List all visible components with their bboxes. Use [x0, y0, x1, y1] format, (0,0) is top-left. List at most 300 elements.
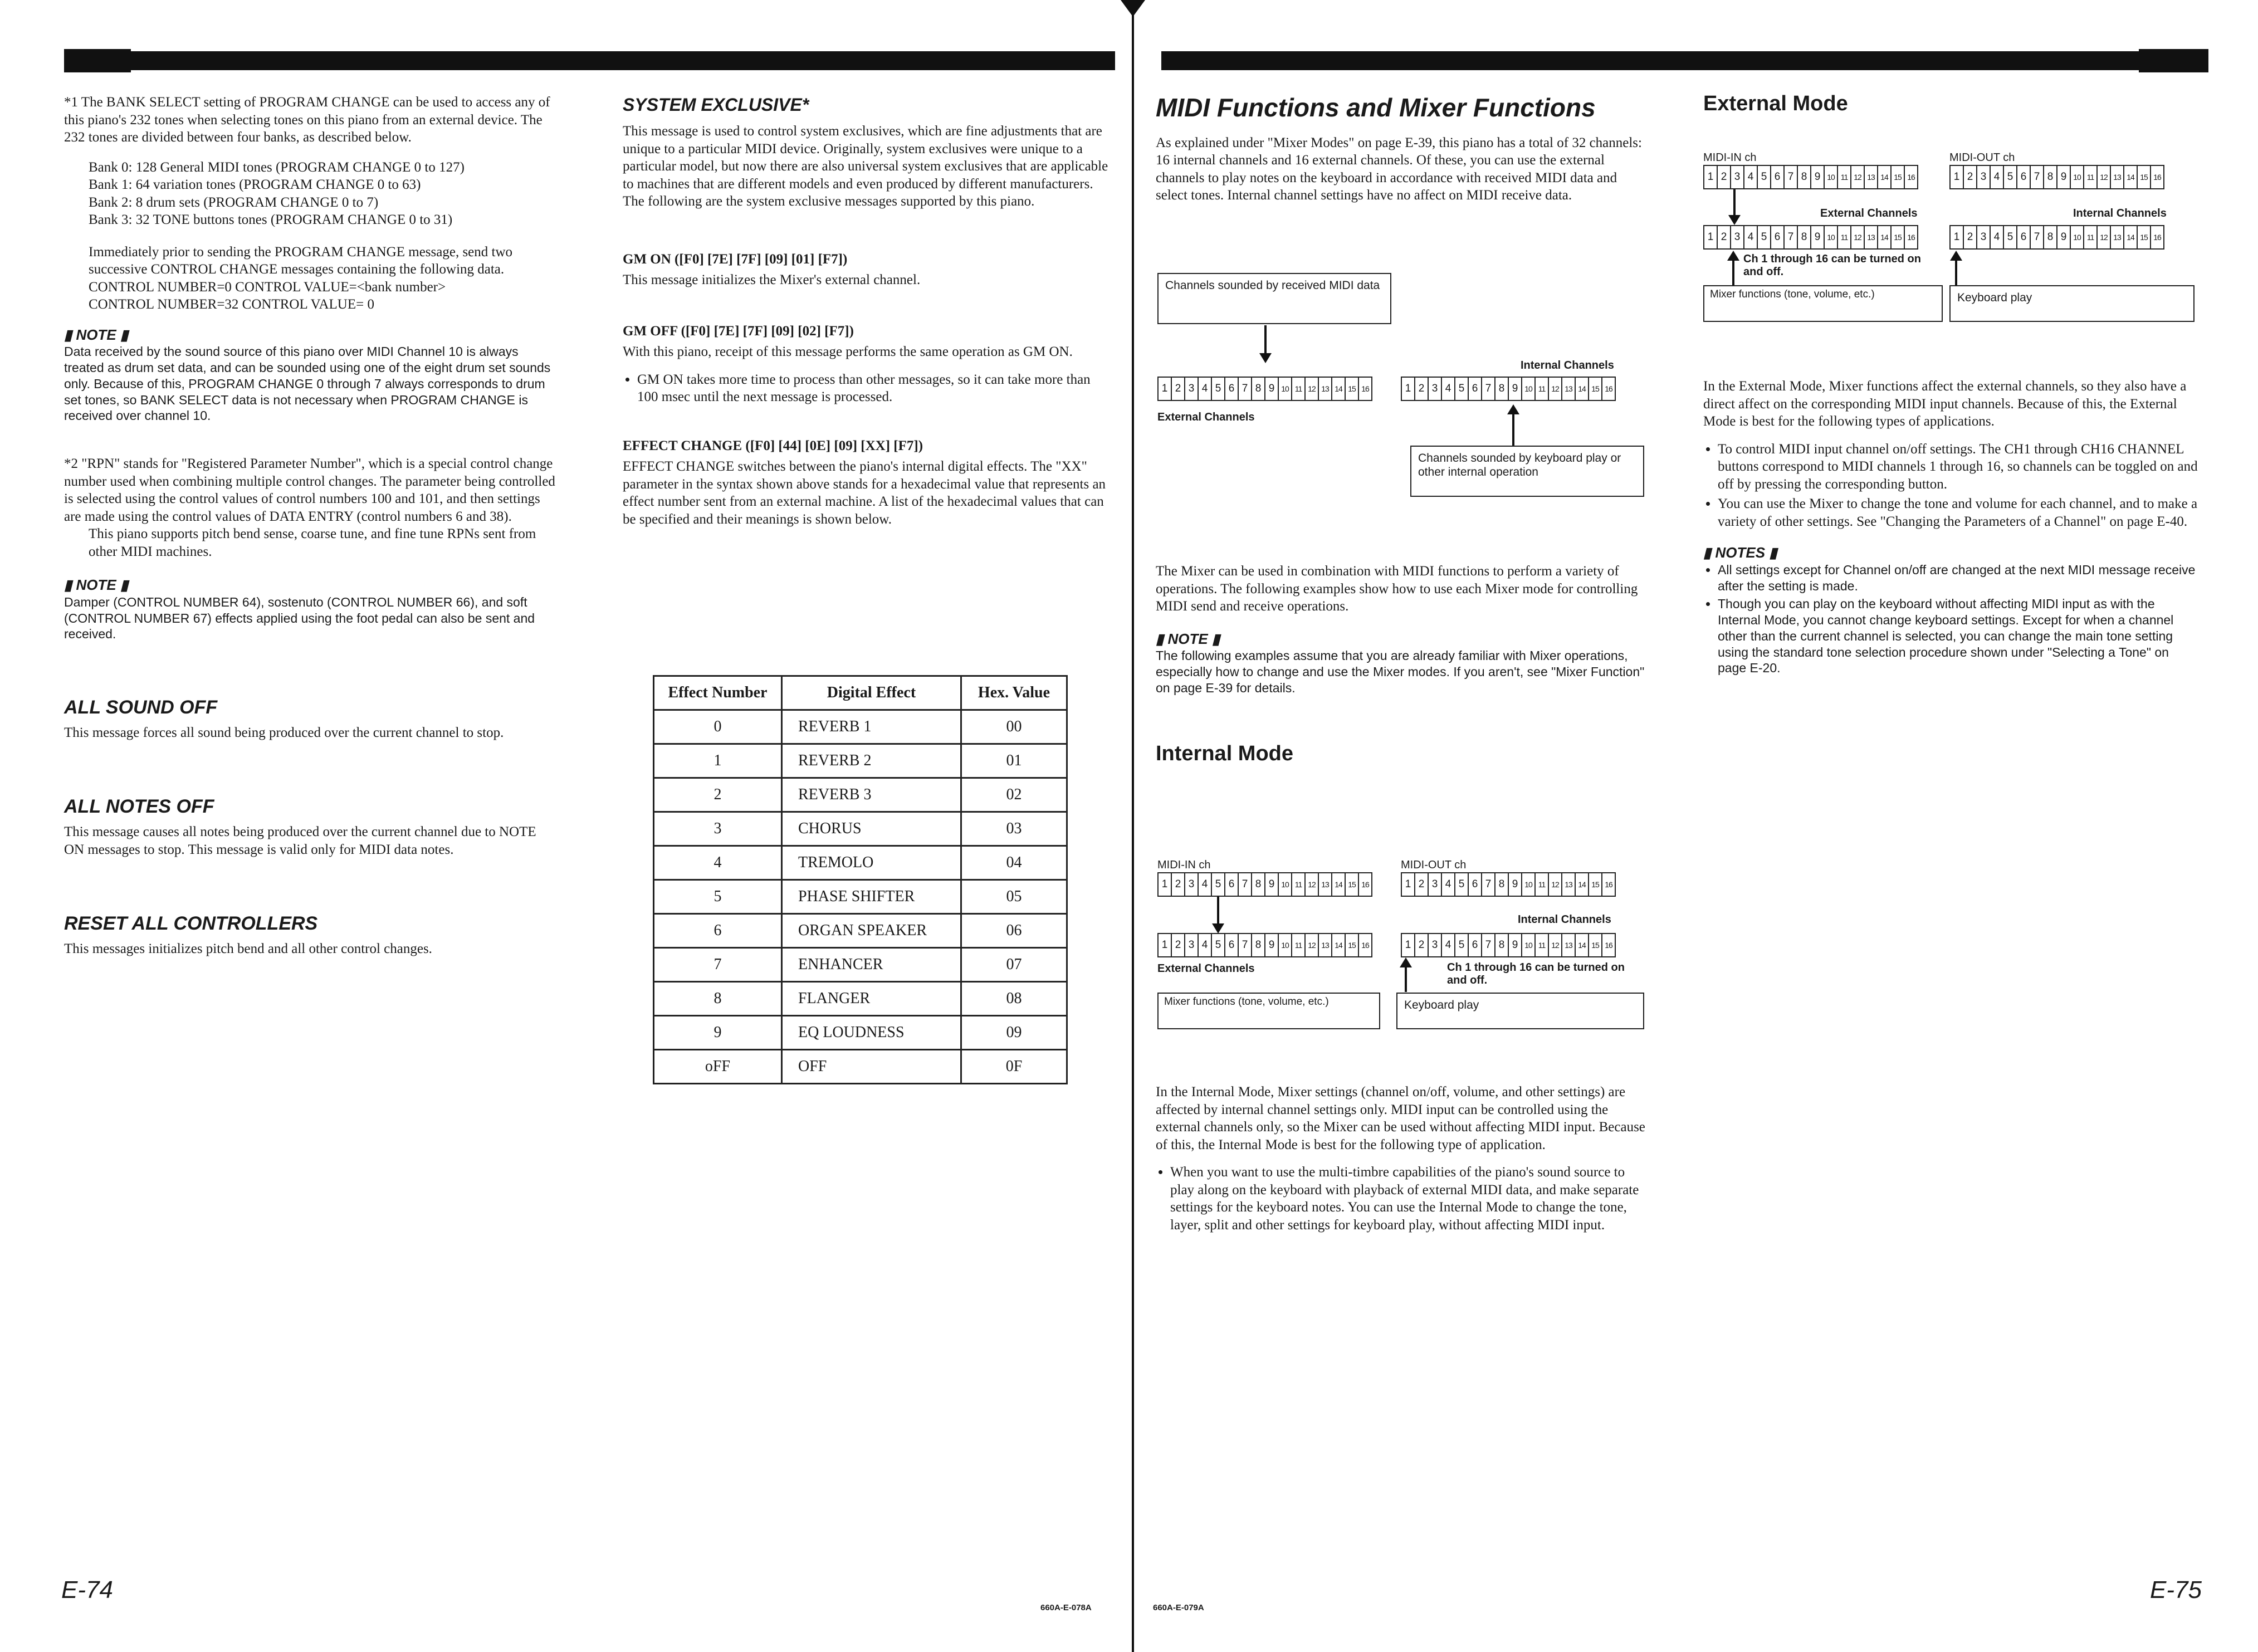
- channel-cell: 10: [1278, 933, 1292, 957]
- note-2-heading-text: NOTE: [76, 576, 116, 593]
- channel-cell: 16: [1904, 165, 1918, 189]
- channel-cell: 4: [1198, 872, 1212, 897]
- table-row: [654, 1016, 1067, 1050]
- table-header: Digital Effect: [782, 676, 961, 710]
- channel-cell: 15: [1588, 872, 1602, 897]
- table-row: [654, 982, 1067, 1016]
- channel-cell: 8: [1494, 377, 1509, 401]
- channel-cell: 11: [1534, 377, 1549, 401]
- channel-cell: 8: [2043, 165, 2057, 189]
- channel-cell: 7: [1481, 933, 1495, 957]
- digital-effect-cell: ENHANCER: [782, 948, 961, 982]
- channel-cell: 15: [2137, 165, 2151, 189]
- int-keyboard-box: Keyboard play: [1396, 993, 1644, 1029]
- intro-text: As explained under "Mixer Modes" on page E-39, this piano has a total of 32 channels: 16 internal channels and 16 external channels. Of these, you can use the external channels to play notes on the keyboard in accordance with received MIDI data and select tones. Internal channel settings have no affect on MIDI receive data.: [1156, 135, 1642, 203]
- gm-off-bullets: [623, 371, 1113, 406]
- channel-cell: 2: [1171, 933, 1185, 957]
- channel-cell: 3: [1184, 933, 1199, 957]
- hex-value-cell: 06: [961, 914, 1067, 948]
- diag1-external-label: External Channels: [1157, 411, 1255, 423]
- footnote-2-after: This piano supports pitch bend sense, coarse tune, and fine tune RPNs sent from other MIDI machines.: [89, 526, 536, 559]
- all-sound-off-heading: ALL SOUND OFF: [64, 697, 218, 718]
- external-text: In the External Mode, Mixer functions affect the external channels, so they also have a direct affect on the corresponding MIDI input channels. Because of this, the External Mode is best for the following types of applications.: [1703, 379, 2187, 429]
- table-row: [654, 880, 1067, 914]
- diag1-keyboard-box: Channels sounded by keyboard play or other internal operation: [1410, 446, 1644, 497]
- channel-cell: 8: [2043, 225, 2057, 250]
- gm-off-text: With this piano, receipt of this message performs the same operation as GM ON.: [623, 344, 1073, 360]
- channel-cell: 13: [1561, 933, 1576, 957]
- left-col-1: [64, 94, 557, 957]
- external-bullet: • To control MIDI input channel on/off settings. The CH1 through CH16 CHANNEL buttons correspond to MIDI channels 1 through 16, so channels can be toggled on and off by pressing the corresponding button.: [1718, 441, 2200, 493]
- channel-cell: 9: [1264, 872, 1279, 897]
- channel-cell: 2: [1963, 165, 1977, 189]
- gm-off-heading: GM OFF ([F0] [7E] [7F] [09] [02] [F7]): [623, 323, 854, 339]
- table-header-row: [654, 676, 1067, 710]
- ext-midi-out-label: MIDI-OUT ch: [1949, 151, 2015, 164]
- channel-cell: 14: [1331, 872, 1346, 897]
- channel-cell: 14: [1331, 933, 1346, 957]
- bank-item: Bank 3: 32 TONE buttons tones (PROGRAM CHANGE 0 to 31): [89, 212, 453, 227]
- channel-cell: 14: [1575, 377, 1589, 401]
- channel-cell: 10: [1521, 933, 1536, 957]
- left-page-code: 660A-E-078A: [1040, 1603, 1092, 1612]
- table-header: Hex. Value: [961, 676, 1067, 710]
- notes-heading: ▮ NOTES ▮: [1703, 544, 1777, 561]
- diag1-up-arrow-icon: [1512, 413, 1514, 446]
- hex-value-cell: 00: [961, 710, 1067, 744]
- channel-cell: 13: [2110, 225, 2124, 250]
- channel-cell: 2: [1963, 225, 1977, 250]
- left-header-bar: [64, 51, 1115, 70]
- channel-cell: 16: [2150, 225, 2164, 250]
- note-1-heading-text: NOTE: [76, 326, 116, 343]
- channel-cell: 6: [1224, 933, 1239, 957]
- channel-cell: 7: [1783, 225, 1798, 250]
- channel-cell: 12: [1304, 377, 1319, 401]
- channel-cell: 1: [1949, 225, 1964, 250]
- channel-cell: 14: [1575, 872, 1589, 897]
- effect-change-text: EFFECT CHANGE switches between the piano's internal digital effects. The "XX" parameter in the syntax shown above stands for a hexadecimal value that represents an effect number sent from an external machine. A list of the hexadecimal values that can be specified and their meanings is shown below.: [623, 459, 1106, 527]
- int-external-label: External Channels: [1157, 962, 1255, 975]
- effect-number-cell: 4: [654, 846, 782, 880]
- digital-effect-cell: EQ LOUDNESS: [782, 1016, 961, 1050]
- channel-cell: 14: [2123, 165, 2138, 189]
- channel-cell: 9: [1508, 872, 1522, 897]
- internal-bullets: [1156, 1164, 1646, 1234]
- left-col-2: [623, 94, 1113, 528]
- channel-cell: 5: [1757, 225, 1771, 250]
- right-note-text: The following examples assume that you are already familiar with Mixer operations, especially how to change and use the Mixer modes. If you aren't, see "Mixer Function" on page E-39 for details.: [1156, 648, 1645, 695]
- ext-midi-out-strip: [1949, 165, 2163, 189]
- ext-external-strip: [1703, 225, 1917, 250]
- int-mixer-box: Mixer functions (tone, volume, etc.): [1157, 993, 1380, 1029]
- table-row: [654, 744, 1067, 778]
- effect-number-cell: 1: [654, 744, 782, 778]
- channel-cell: 2: [1414, 377, 1429, 401]
- int-internal-label: Internal Channels: [1518, 913, 1611, 926]
- note-2-heading: ▮ NOTE ▮: [64, 576, 129, 593]
- channel-cell: 4: [1198, 933, 1212, 957]
- ext-ch-note: Ch 1 through 16 can be turned on and off.: [1743, 253, 1921, 278]
- channel-cell: 7: [2030, 225, 2044, 250]
- channel-cell: 1: [1401, 933, 1415, 957]
- channel-cell: 11: [1837, 225, 1851, 250]
- effect-number-cell: 2: [654, 778, 782, 812]
- channel-cell: 12: [2096, 225, 2111, 250]
- right-col-1-mid: [1156, 563, 1646, 767]
- channel-cell: 13: [1864, 225, 1878, 250]
- right-col-2: [1703, 378, 2200, 678]
- effect-number-cell: 5: [654, 880, 782, 914]
- channel-cell: 12: [1548, 872, 1562, 897]
- reset-all-controllers-text: This messages initializes pitch bend and all other control changes.: [64, 941, 432, 956]
- right-note-heading: ▮ NOTE ▮: [1156, 630, 1220, 647]
- sysex-heading: SYSTEM EXCLUSIVE*: [623, 95, 809, 115]
- channel-cell: 7: [1481, 377, 1495, 401]
- channel-cell: 14: [1331, 377, 1346, 401]
- channel-cell: 15: [1345, 377, 1359, 401]
- channel-cell: 2: [1414, 933, 1429, 957]
- ext-internal-label: Internal Channels: [2073, 207, 2167, 219]
- channel-cell: 2: [1717, 225, 1731, 250]
- channel-cell: 8: [1251, 872, 1265, 897]
- diag1-received-box: Channels sounded by received MIDI data: [1157, 273, 1391, 324]
- channel-cell: 2: [1171, 377, 1185, 401]
- channel-cell: 15: [1890, 225, 1905, 250]
- digital-effect-cell: OFF: [782, 1050, 961, 1084]
- channel-cell: 16: [1358, 933, 1372, 957]
- channel-cell: 11: [1534, 933, 1549, 957]
- ext-external-label: External Channels: [1820, 207, 1918, 219]
- hex-value-cell: 04: [961, 846, 1067, 880]
- all-notes-off-text: This message causes all notes being produced over the current channel due to NOTE ON messages to stop. This message is valid only for MIDI data notes.: [64, 824, 536, 857]
- channel-cell: 14: [2123, 225, 2138, 250]
- hex-value-cell: 07: [961, 948, 1067, 982]
- footnote-1-after: [89, 243, 557, 314]
- int-midi-out-label: MIDI-OUT ch: [1401, 859, 1467, 871]
- bank-item: Bank 2: 8 drum sets (PROGRAM CHANGE 0 to 7): [89, 194, 379, 210]
- int-internal-strip: [1401, 933, 1615, 957]
- bank-list: [89, 159, 557, 229]
- diag1-down-arrow-icon: [1264, 325, 1267, 354]
- channel-cell: 16: [1601, 933, 1616, 957]
- channel-cell: 8: [1251, 377, 1265, 401]
- channel-cell: 1: [1157, 377, 1172, 401]
- channel-cell: 13: [1318, 377, 1332, 401]
- channel-cell: 1: [1703, 165, 1718, 189]
- right-note-heading-text: NOTE: [1167, 630, 1208, 647]
- bank-item: Bank 1: 64 variation tones (PROGRAM CHANGE 0 to 63): [89, 177, 421, 192]
- sysex-text: This message is used to control system exclusives, which are fine adjustments that are unique to a particular MIDI device. Originally, system exclusives were unique to a particular model, but now there are also universal system exclusives that are applicable to machines that are different models and even produced by different manufacturers. The following are the system exclusive messages supported by this piano.: [623, 124, 1108, 209]
- channel-cell: 4: [1743, 225, 1758, 250]
- channel-cell: 3: [1730, 225, 1744, 250]
- channel-cell: 6: [1224, 872, 1239, 897]
- effect-number-cell: 7: [654, 948, 782, 982]
- channel-cell: 11: [1534, 872, 1549, 897]
- footnote-2-text: *2 "RPN" stands for "Registered Parameter Number", which is a special control change number used when combining multiple control changes. The parameter being controlled is selected using the control values of control numbers 100 and 101, and then settings are made using the control values of DATA ENTRY (control numbers 6 and 38).: [64, 456, 555, 524]
- table-row: [654, 846, 1067, 880]
- control-number-0: CONTROL NUMBER=0 CONTROL VALUE=<bank number>: [89, 279, 446, 295]
- ext-mixer-box: Mixer functions (tone, volume, etc.): [1703, 285, 1943, 322]
- channel-cell: 5: [1757, 165, 1771, 189]
- channel-cell: 4: [1990, 225, 2004, 250]
- channel-cell: 12: [1850, 225, 1865, 250]
- table-row: [654, 914, 1067, 948]
- channel-cell: 8: [1494, 872, 1509, 897]
- effect-number-cell: 8: [654, 982, 782, 1016]
- channel-cell: 1: [1949, 165, 1964, 189]
- internal-bullet: • When you want to use the multi-timbre capabilities of the piano's sound source to play along on the keyboard with playback of external MIDI data, and make separate settings for the keyboard notes. You can use the Internal Mode to change the tone, layer, split and other settings for keyboard play, without affecting MIDI input.: [1170, 1164, 1646, 1234]
- int-external-strip: [1157, 933, 1371, 957]
- notes-item: • All settings except for Channel on/off are changed at the next MIDI message receive after the setting is made.: [1718, 562, 2200, 594]
- channel-cell: 12: [1304, 872, 1319, 897]
- channel-cell: 7: [1238, 377, 1252, 401]
- channel-cell: 6: [1468, 377, 1482, 401]
- channel-cell: 6: [1770, 225, 1785, 250]
- external-bullet: • You can use the Mixer to change the tone and volume for each channel, and to make a variety of other settings. See "Changing the Parameters of a Channel" on page E-40.: [1718, 495, 2200, 530]
- channel-cell: 13: [2110, 165, 2124, 189]
- notes-item: • Though you can play on the keyboard without affecting MIDI input as with the Internal Mode, you cannot change keyboard settings. Except for when a channel other than the current channel is selected, you can change the main tone setting using the standard tone selection procedure shown under "Selecting a Tone" on page E-20.: [1718, 596, 2200, 676]
- channel-cell: 9: [1264, 933, 1279, 957]
- digital-effect-cell: REVERB 1: [782, 710, 961, 744]
- ext-up-arrow-icon: [1732, 260, 1734, 285]
- ext-midi-in-label: MIDI-IN ch: [1703, 151, 1757, 164]
- gm-off-bullet: • GM ON takes more time to process than other messages, so it can take more than 100 msec until the next message is processed.: [637, 371, 1113, 406]
- channel-cell: 8: [1797, 225, 1811, 250]
- notes-heading-text: NOTES: [1715, 544, 1766, 561]
- mixer-text: The Mixer can be used in combination with MIDI functions to perform a variety of operations. The following examples show how to use each Mixer mode for controlling MIDI send and receive operations.: [1156, 564, 1638, 614]
- channel-cell: 13: [1561, 377, 1576, 401]
- channel-cell: 3: [1428, 872, 1442, 897]
- effect-number-cell: oFF: [654, 1050, 782, 1084]
- diag1-internal-label: Internal Channels: [1521, 359, 1614, 372]
- channel-cell: 11: [1291, 933, 1306, 957]
- channel-cell: 6: [2016, 225, 2031, 250]
- bank-item: Bank 0: 128 General MIDI tones (PROGRAM CHANGE 0 to 127): [89, 159, 465, 175]
- footnote-1-after-text: Immediately prior to sending the PROGRAM CHANGE message, send two successive CONTROL CHANGE messages containing the following data.: [89, 244, 513, 277]
- channel-cell: 4: [1441, 377, 1455, 401]
- channel-cell: 7: [1481, 872, 1495, 897]
- channel-cell: 3: [1184, 377, 1199, 401]
- channel-cell: 15: [1588, 933, 1602, 957]
- effect-number-cell: 6: [654, 914, 782, 948]
- channel-cell: 12: [1850, 165, 1865, 189]
- channel-cell: 8: [1251, 933, 1265, 957]
- effect-number-cell: 9: [654, 1016, 782, 1050]
- spine-arrow-icon: [1121, 0, 1145, 17]
- digital-effect-cell: FLANGER: [782, 982, 961, 1016]
- channel-cell: 1: [1157, 872, 1172, 897]
- note-1-heading: ▮ NOTE ▮: [64, 326, 129, 343]
- right-page-number: E-75: [2150, 1576, 2202, 1604]
- channel-cell: 3: [1976, 165, 1991, 189]
- digital-effect-cell: CHORUS: [782, 812, 961, 846]
- channel-cell: 9: [2056, 165, 2071, 189]
- channel-cell: 16: [1601, 377, 1616, 401]
- hex-value-cell: 0F: [961, 1050, 1067, 1084]
- diag1-external-strip: [1157, 377, 1371, 401]
- channel-cell: 4: [1198, 377, 1212, 401]
- digital-effect-cell: REVERB 3: [782, 778, 961, 812]
- right-col-1-bottom: [1156, 1083, 1646, 1236]
- channel-cell: 11: [2083, 225, 2098, 250]
- ext-midi-in-arrow-icon: [1733, 189, 1736, 216]
- channel-cell: 4: [1743, 165, 1758, 189]
- channel-cell: 14: [1877, 165, 1892, 189]
- channel-cell: 2: [1171, 872, 1185, 897]
- hex-value-cell: 08: [961, 982, 1067, 1016]
- table-row: [654, 778, 1067, 812]
- note-2-text: Damper (CONTROL NUMBER 64), sostenuto (CONTROL NUMBER 66), and soft (CONTROL NUMBER 67) effects applied using the foot pedal can also be sent and received.: [64, 594, 535, 642]
- channel-cell: 10: [2070, 225, 2084, 250]
- digital-effect-cell: PHASE SHIFTER: [782, 880, 961, 914]
- channel-cell: 13: [1561, 872, 1576, 897]
- channel-cell: 16: [1358, 872, 1372, 897]
- channel-cell: 5: [1454, 872, 1469, 897]
- effect-change-heading: EFFECT CHANGE ([F0] [44] [0E] [09] [XX] [F7]): [623, 438, 923, 453]
- channel-cell: 9: [1810, 225, 1825, 250]
- internal-text: In the Internal Mode, Mixer settings (channel on/off, volume, and other settings) are affected by internal channel settings only. MIDI input can be controlled using the external channels only, so the Mixer can be used without affecting MIDI input. Because of this, the Internal Mode is best for the following type of application.: [1156, 1084, 1645, 1152]
- int-up-arrow-icon: [1405, 966, 1407, 992]
- channel-cell: 9: [1264, 377, 1279, 401]
- channel-cell: 10: [1278, 872, 1292, 897]
- table-row: [654, 948, 1067, 982]
- channel-cell: 15: [1588, 377, 1602, 401]
- channel-cell: 2: [1717, 165, 1731, 189]
- hex-value-cell: 09: [961, 1016, 1067, 1050]
- channel-cell: 4: [1990, 165, 2004, 189]
- channel-cell: 15: [1890, 165, 1905, 189]
- gm-on-text: This message initializes the Mixer's external channel.: [623, 272, 921, 288]
- page-title: MIDI Functions and Mixer Functions: [1156, 93, 1596, 122]
- channel-cell: 5: [1454, 933, 1469, 957]
- digital-effect-cell: REVERB 2: [782, 744, 961, 778]
- channel-cell: 12: [1304, 933, 1319, 957]
- ext-keyboard-box: Keyboard play: [1949, 285, 2195, 322]
- channel-cell: 10: [1824, 225, 1838, 250]
- channel-cell: 13: [1864, 165, 1878, 189]
- digital-effect-cell: TREMOLO: [782, 846, 961, 880]
- channel-cell: 16: [1904, 225, 1918, 250]
- channel-cell: 15: [2137, 225, 2151, 250]
- left-page-number: E-74: [61, 1576, 113, 1604]
- channel-cell: 11: [1837, 165, 1851, 189]
- channel-cell: 1: [1401, 872, 1415, 897]
- channel-cell: 10: [2070, 165, 2084, 189]
- effect-table: [653, 675, 1068, 1084]
- channel-cell: 9: [1508, 933, 1522, 957]
- channel-cell: 10: [1521, 377, 1536, 401]
- channel-cell: 9: [1810, 165, 1825, 189]
- note-1-text: Data received by the sound source of this piano over MIDI Channel 10 is always treated as drum set data, and can be sounded using one of the eight drum set sounds only. Because of this, PROGRAM CHANGE 0 through 7 always corresponds to drum set tones, so BANK SELECT data is not necessary when PROGRAM CHANGE is received over channel 10.: [64, 344, 551, 423]
- channel-cell: 7: [1783, 165, 1798, 189]
- gm-on-heading: GM ON ([F0] [7E] [7F] [09] [01] [F7]): [623, 251, 848, 267]
- table-row: [654, 1050, 1067, 1084]
- channel-cell: 16: [1601, 872, 1616, 897]
- channel-cell: 7: [1238, 872, 1252, 897]
- hex-value-cell: 02: [961, 778, 1067, 812]
- right-header-block: [2139, 49, 2208, 72]
- channel-cell: 1: [1401, 377, 1415, 401]
- channel-cell: 5: [1211, 377, 1225, 401]
- hex-value-cell: 01: [961, 744, 1067, 778]
- channel-cell: 12: [1548, 377, 1562, 401]
- channel-cell: 3: [1428, 933, 1442, 957]
- channel-cell: 6: [2016, 165, 2031, 189]
- channel-cell: 12: [1548, 933, 1562, 957]
- channel-cell: 5: [1211, 872, 1225, 897]
- channel-cell: 6: [1770, 165, 1785, 189]
- digital-effect-cell: ORGAN SPEAKER: [782, 914, 961, 948]
- channel-cell: 8: [1797, 165, 1811, 189]
- ext-internal-strip: [1949, 225, 2163, 250]
- effect-number-cell: 3: [654, 812, 782, 846]
- channel-cell: 14: [1575, 933, 1589, 957]
- channel-cell: 3: [1428, 377, 1442, 401]
- channel-cell: 6: [1468, 872, 1482, 897]
- int-midi-in-arrow-icon: [1217, 897, 1219, 925]
- hex-value-cell: 05: [961, 880, 1067, 914]
- ext-midi-in-strip: [1703, 165, 1917, 189]
- channel-cell: 12: [2096, 165, 2111, 189]
- channel-cell: 5: [1454, 377, 1469, 401]
- channel-cell: 16: [2150, 165, 2164, 189]
- channel-cell: 13: [1318, 933, 1332, 957]
- channel-cell: 5: [1211, 933, 1225, 957]
- channel-cell: 3: [1184, 872, 1199, 897]
- table-header: Effect Number: [654, 676, 782, 710]
- ext-up-arrow-2-icon: [1955, 260, 1957, 285]
- reset-all-controllers-heading: RESET ALL CONTROLLERS: [64, 913, 318, 935]
- channel-cell: 10: [1824, 165, 1838, 189]
- channel-cell: 14: [1877, 225, 1892, 250]
- left-header-block: [64, 49, 131, 72]
- external-mode-heading: External Mode: [1703, 92, 1848, 115]
- channel-cell: 13: [1318, 872, 1332, 897]
- channel-cell: 9: [2056, 225, 2071, 250]
- channel-cell: 3: [1730, 165, 1744, 189]
- all-sound-off-text: This message forces all sound being produced over the current channel to stop.: [64, 725, 504, 740]
- channel-cell: 3: [1976, 225, 1991, 250]
- int-ch-note: Ch 1 through 16 can be turned on and off.: [1447, 961, 1625, 986]
- effect-number-cell: 0: [654, 710, 782, 744]
- int-midi-in-label: MIDI-IN ch: [1157, 859, 1211, 871]
- channel-cell: 16: [1358, 377, 1372, 401]
- right-page-code: 660A-E-079A: [1153, 1603, 1204, 1612]
- notes-list: [1703, 562, 2200, 676]
- int-midi-in-strip: [1157, 872, 1371, 897]
- channel-cell: 5: [2003, 165, 2017, 189]
- channel-cell: 6: [1224, 377, 1239, 401]
- channel-cell: 11: [1291, 377, 1306, 401]
- channel-cell: 10: [1521, 872, 1536, 897]
- channel-cell: 6: [1468, 933, 1482, 957]
- channel-cell: 4: [1441, 872, 1455, 897]
- control-number-32: CONTROL NUMBER=32 CONTROL VALUE= 0: [89, 297, 374, 312]
- hex-value-cell: 03: [961, 812, 1067, 846]
- channel-cell: 11: [2083, 165, 2098, 189]
- channel-cell: 4: [1441, 933, 1455, 957]
- internal-mode-heading: Internal Mode: [1156, 741, 1294, 765]
- int-midi-out-strip: [1401, 872, 1615, 897]
- channel-cell: 5: [2003, 225, 2017, 250]
- right-header-bar: [1161, 51, 2208, 70]
- right-col-1: [1156, 92, 1646, 204]
- table-row: [654, 812, 1067, 846]
- channel-cell: 7: [1238, 933, 1252, 957]
- channel-cell: 10: [1278, 377, 1292, 401]
- channel-cell: 15: [1345, 872, 1359, 897]
